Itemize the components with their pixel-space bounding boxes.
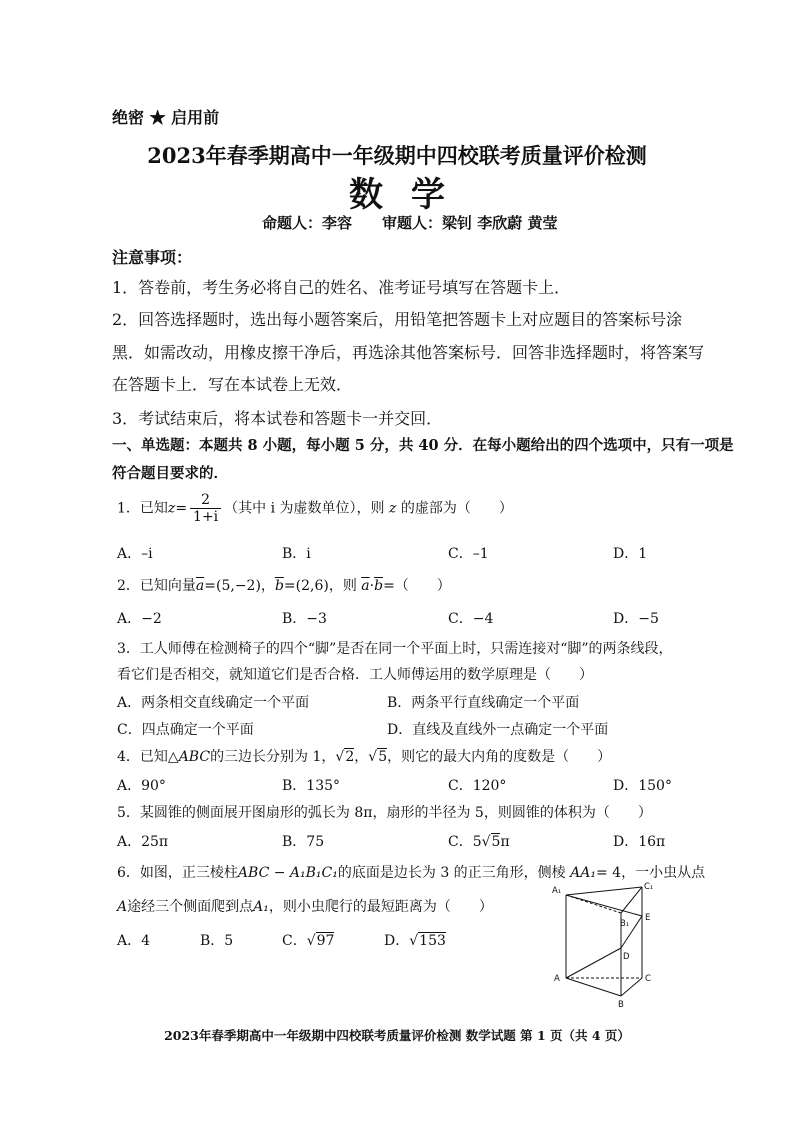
question-6-line-2 bbox=[117, 896, 493, 916]
q2-suffix: =（ ） bbox=[383, 578, 451, 594]
q2-option-b: B．−3 bbox=[282, 611, 327, 627]
q3-option-b: B．两条平行直线确定一个平面 bbox=[387, 695, 580, 711]
note-item-2-line-3: 在答题卡上．写在本试卷上无效． bbox=[112, 375, 353, 394]
q4-prefix: 4．已知△ bbox=[117, 749, 179, 765]
q2-option-a: A．−2 bbox=[117, 611, 162, 627]
q2-vec-b: $\overline{b}$ bbox=[274, 578, 284, 594]
notes-heading: 注意事项： bbox=[112, 248, 193, 267]
label-c1: C₁ bbox=[644, 882, 654, 892]
q6-option-d-prefix: D． bbox=[384, 933, 410, 949]
q5-option-a: A．25π bbox=[117, 834, 169, 850]
q4-triangle: ABC bbox=[178, 749, 211, 765]
q6-option-d: D．√153 bbox=[384, 933, 446, 949]
q6-option-b: B．5 bbox=[200, 933, 234, 949]
prism-figure bbox=[548, 880, 660, 1008]
q4-suffix: ，则它的最大内角的度数是（ ） bbox=[387, 749, 612, 765]
q6-option-c-radicand: 97 bbox=[316, 933, 335, 949]
q4-option-c: C．120° bbox=[448, 778, 507, 794]
note-item-2-line-1: 2．回答选择题时，选出每小题答案后，用铅笔把答题卡上对应题目的答案标号涂 bbox=[112, 310, 683, 329]
q1-prefix: 1．已知 bbox=[117, 500, 168, 517]
q6-option-d-radicand: 153 bbox=[419, 933, 446, 949]
q6-point-a1: A₁ bbox=[253, 899, 269, 915]
q6-option-a: A．4 bbox=[117, 933, 151, 949]
label-c: C bbox=[645, 974, 651, 984]
q3-line-1: 3．工人师傅在检测椅子的四个“脚”是否在同一个平面上时，只需连接对“脚”的两条线段， bbox=[117, 641, 673, 657]
label-a: A bbox=[554, 974, 560, 984]
question-2 bbox=[117, 575, 451, 595]
q5-option-b: B．75 bbox=[282, 834, 325, 850]
q1-var-2: z bbox=[389, 500, 397, 517]
q6-option-c-prefix: C． bbox=[282, 933, 307, 949]
q4-option-b: B．135° bbox=[282, 778, 341, 794]
q5-option-c-radicand: 5 bbox=[491, 834, 501, 850]
q6-suffix: ，一小虫从点 bbox=[621, 865, 706, 881]
edge-b-c bbox=[621, 978, 642, 996]
q6-line2-suffix: ，则小虫爬行的最短距离为（ ） bbox=[268, 899, 493, 915]
question-6-line-1 bbox=[117, 862, 705, 882]
q6-edge: AA₁ bbox=[570, 865, 596, 881]
q4-root-2: 2 bbox=[345, 749, 355, 765]
section-1-line-2: 符合题目要求的． bbox=[112, 465, 228, 482]
q1-fraction bbox=[190, 492, 221, 525]
q3-line-2: 看它们是否相交，就知道它们是否合格．工人师傅运用的数学原理是（ ） bbox=[117, 667, 593, 683]
path-a1-e bbox=[566, 895, 642, 916]
edge-a-b bbox=[566, 978, 621, 996]
q6-line2-mid: 途经三个侧面爬到点 bbox=[127, 899, 254, 915]
q1-option-d: D．1 bbox=[613, 546, 648, 562]
question-4: 4．已知△ABC的三边长分别为 1，√2，√5，则它的最大内角的度数是（ ） bbox=[117, 749, 612, 765]
question-5: 5．某圆锥的侧面展开图扇形的弧长为 8π，扇形的半径为 5，则圆锥的体积为（ ） bbox=[117, 805, 652, 821]
q3-option-c: C．四点确定一个平面 bbox=[117, 722, 254, 738]
label-b: B bbox=[618, 1000, 624, 1008]
q1-var: z bbox=[167, 500, 176, 517]
q2-vec-b-2: $\overline{b}$ bbox=[374, 578, 384, 594]
q4-sep: ， bbox=[354, 749, 369, 765]
q1-option-a: A．–i bbox=[117, 546, 153, 562]
label-b1: B₁ bbox=[620, 919, 630, 929]
q4-option-d: D．150° bbox=[613, 778, 672, 794]
q2-option-c: C．−4 bbox=[448, 611, 494, 627]
edge-a1-c1 bbox=[566, 887, 642, 895]
subject-title: 数学 bbox=[349, 175, 473, 215]
note-item-1: 1．答卷前，考生务必将自己的姓名、准考证号填写在答题卡上． bbox=[112, 278, 571, 297]
exam-title: 2023年春季期高中一年级期中四校联考质量评价检测 bbox=[147, 143, 647, 168]
q6-prefix: 6．如图，正三棱柱 bbox=[117, 865, 238, 881]
q5-option-d: D．16π bbox=[613, 834, 666, 850]
q1-frac-num: 2 bbox=[190, 492, 221, 509]
q4-root-5: 5 bbox=[378, 749, 388, 765]
q3-option-a: A．两条相交直线确定一个平面 bbox=[117, 695, 310, 711]
q2-vec-a: $\overline{a}$ bbox=[195, 578, 205, 594]
q2-prefix: 2．已知向量 bbox=[117, 578, 196, 594]
edge-b1-c1 bbox=[621, 887, 642, 913]
q5-option-c: C．5√5π bbox=[448, 834, 510, 850]
q2-a-value: =(5,−2)， bbox=[204, 578, 275, 594]
path-a-d bbox=[566, 948, 621, 978]
q3-option-d: D．直线及直线外一点确定一个平面 bbox=[387, 722, 609, 738]
q1-option-b: B．i bbox=[282, 546, 311, 562]
label-d: D bbox=[623, 952, 630, 962]
question-1 bbox=[117, 492, 513, 525]
note-item-2-line-2: 黑．如需改动，用橡皮擦干净后，再选涂其他答案标号．回答非选择题时，将答案写 bbox=[112, 343, 705, 362]
label-e: E bbox=[645, 913, 651, 923]
q6-edge-value: = 4 bbox=[595, 865, 622, 881]
q2-vec-a-2: $\overline{a}$ bbox=[361, 578, 370, 594]
section-1-line-1: 一、单选题：本题共 8 小题，每小题 5 分，共 40 分．在每小题给出的四个选项中，只有一项是 bbox=[112, 437, 734, 454]
q1-mid: （其中 i 为虚数单位），则 bbox=[224, 500, 385, 517]
q5-option-c-prefix: C．5 bbox=[448, 834, 482, 850]
q4-mid: 的三边长分别为 1， bbox=[210, 749, 336, 765]
q1-suffix: 的虚部为（ ） bbox=[400, 500, 513, 517]
secret-label: 绝密 ★ 启用前 bbox=[112, 108, 220, 127]
page-footer: 2023年春季期高中一年级期中四校联考质量评价检测 数学试题 第 1 页（共 4 页） bbox=[164, 1028, 630, 1043]
q4-option-a: A．90° bbox=[117, 778, 166, 794]
q2-b-value: =(2,6)，则 bbox=[283, 578, 357, 594]
q6-point-a: A bbox=[117, 899, 128, 915]
label-a1: A₁ bbox=[552, 886, 562, 896]
q2-option-d: D．−5 bbox=[613, 611, 659, 627]
q1-eq: = bbox=[175, 500, 188, 517]
q6-option-c: C．√97 bbox=[282, 933, 335, 949]
q5-option-c-suffix: π bbox=[500, 834, 510, 850]
authors-line: 命题人：李容 审题人：梁钊 李欣蔚 黄莹 bbox=[262, 214, 558, 232]
q2-dot: · bbox=[369, 578, 375, 594]
q6-prism: ABC − A₁B₁C₁ bbox=[237, 865, 338, 881]
q1-option-c: C．–1 bbox=[448, 546, 489, 562]
q6-mid: 的底面是边长为 3 的正三角形，侧棱 bbox=[337, 865, 566, 881]
q1-frac-den: 1+i bbox=[193, 509, 219, 525]
note-item-3: 3．考试结束后，将本试卷和答题卡一并交回． bbox=[112, 409, 443, 428]
